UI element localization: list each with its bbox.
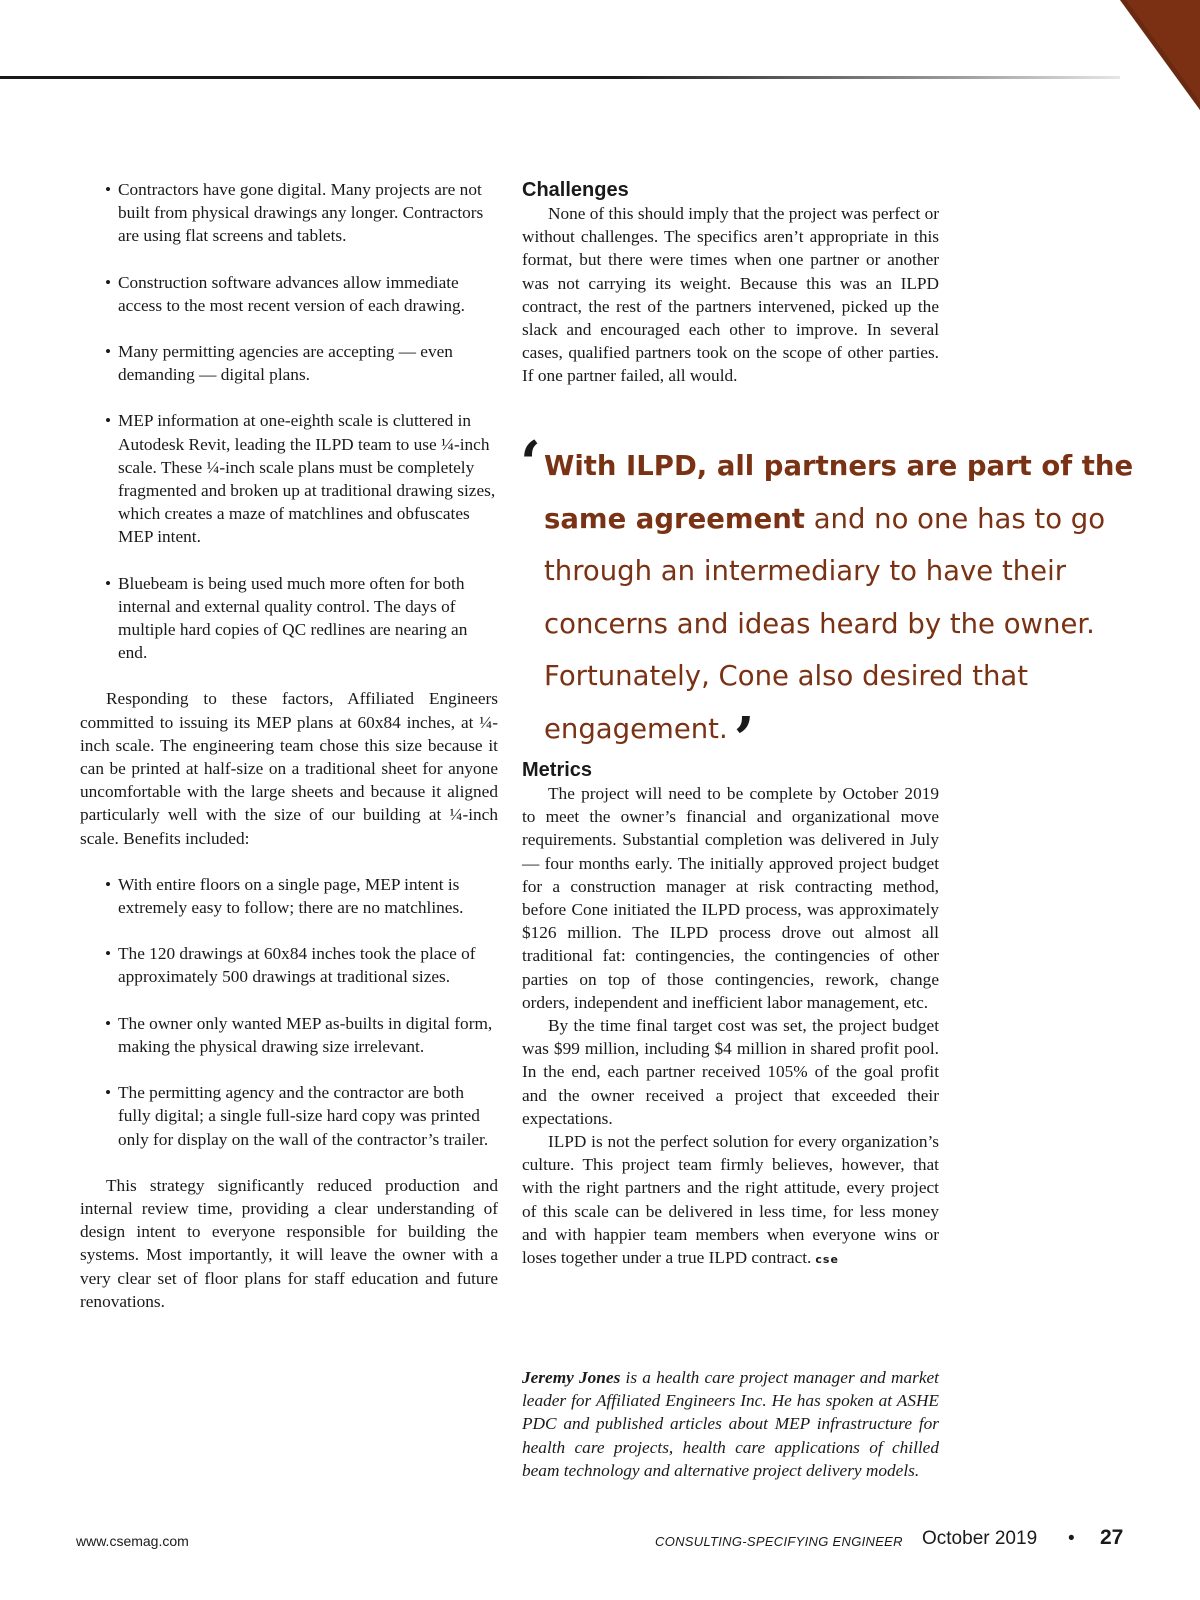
footer-url[interactable]: www.csemag.com: [76, 1533, 189, 1549]
challenges-body: None of this should imply that the project was perfect or without challenges. The specifics aren’t appropriate in this format, but there were times when one partner or another was not carrying its weight. Because this was an ILPD contract, the rest of the partners intervened, picked up the slack and encouraged each other to improve. In several cases, qualified partners took on the scope of other parties. If one partner failed, all would.: [522, 204, 939, 386]
header-rule: [0, 76, 1120, 79]
left-column: [80, 178, 498, 1313]
challenges-heading: Challenges: [522, 179, 629, 201]
metrics-paragraph-2: By the time final target cost was set, the project budget was $99 million, including $4 million in shared profit pool. In the end, each partner received 105% of the goal profit and the owner received a project that exceeded their expectations.: [522, 1016, 939, 1128]
corner-tab: [1070, 0, 1200, 110]
footer-separator: •: [1068, 1528, 1075, 1549]
author-name: Jeremy Jones: [522, 1368, 621, 1387]
metrics-heading: Metrics: [522, 759, 593, 781]
bullet-item: • With entire floors on a single page, MEP intent is extremely easy to follow; there are no matchlines.: [80, 873, 498, 919]
close-quote-icon: ’: [733, 704, 755, 775]
metrics-section: [522, 758, 939, 1271]
footer-magazine-name: CONSULTING-SPECIFYING ENGINEER: [655, 1534, 903, 1549]
metrics-paragraph-3: [522, 1130, 939, 1271]
bullet-item: • MEP information at one-eighth scale is cluttered in Autodesk Revit, leading the ILPD team to use ¼-inch scale. These ¼-inch scale plans must be completely fragmented and broken up at traditional drawing sizes, which creates a maze of matchlines and obfuscates MEP intent.: [80, 409, 498, 548]
page-number: 27: [1100, 1526, 1124, 1549]
metrics-paragraph-1: The project will need to be complete by October 2019 to meet the owner’s financial and organizational move requirements. Substantial completion was delivered in July — four months early. The initially approved project budget for a construction manager at risk contracting method, before Cone initiated the ILPD process, was approximately $126 million. The ILPD process drove out almost all traditional fat: contingencies, the contingencies of other parties on top of those contingencies, rework, change orders, independent and inefficient labor management, etc.: [522, 784, 939, 1012]
author-bio-text: is a health care project manager and market leader for Affiliated Engineers Inc. He has spoken at ASHE PDC and published articles about MEP infrastructure for health care projects, health care applications of chilled beam technology and alternative project delivery models.: [522, 1368, 939, 1480]
bullet-item: • Bluebeam is being used much more often for both internal and external quality control. The days of multiple hard copies of QC redlines are nearing an end.: [80, 572, 498, 665]
pull-quote-regular: and no one has to go through an intermediary to have their concerns and ideas heard by the owner. Fortunately, Cone also desired that engagement.: [544, 502, 1106, 745]
paragraph-strategy: This strategy significantly reduced production and internal review time, providing a clear understanding of design intent to everyone responsible for building the systems. Most importantly, it will leave the owner with a very clear set of floor plans for staff education and future renovations.: [80, 1175, 498, 1311]
bullet-item: • The permitting agency and the contractor are both fully digital; a single full-size hard copy was printed only for display on the wall of the contractor’s trailer.: [80, 1081, 498, 1151]
bullet-item: • The owner only wanted MEP as-builts in digital form, making the physical drawing size irrelevant.: [80, 1012, 498, 1058]
end-mark-icon: cse: [815, 1253, 839, 1267]
open-quote-icon: ‘: [520, 429, 541, 499]
paragraph-responding: Responding to these factors, Affiliated Engineers committed to issuing its MEP plans at 60x84 inches, at ¼-inch scale. The engineering team chose this size because it can be printed at half-size on a traditional sheet for anyone uncomfortable with the large sheets and because it aligned particularly well with the size of our building at ¼-inch scale. Benefits included:: [80, 689, 498, 848]
bullet-item: • Contractors have gone digital. Many projects are not built from physical drawings any longer. Contractors are using flat screens and tablets.: [80, 178, 498, 248]
page-footer: [0, 1525, 1200, 1555]
bullet-item: • The 120 drawings at 60x84 inches took the place of approximately 500 drawings at traditional sizes.: [80, 942, 498, 988]
metrics-paragraph-3-text: ILPD is not the perfect solution for every organization’s culture. This project team firmly believes, however, that with the right partners and the right attitude, every project of this scale can be delivered in less time, for less money and with happier team members when everyone wins or loses together under a true ILPD contract.: [522, 1132, 939, 1268]
bullet-item: • Construction software advances allow immediate access to the most recent version of each drawing.: [80, 271, 498, 317]
footer-date: October 2019: [922, 1528, 1038, 1549]
author-bio: [522, 1366, 939, 1482]
pull-quote-bold: With ILPD, all partners are part of the same agreement: [544, 450, 1134, 535]
challenges-section: [522, 178, 939, 388]
bullet-item: • Many permitting agencies are accepting — even demanding — digital plans.: [80, 340, 498, 386]
